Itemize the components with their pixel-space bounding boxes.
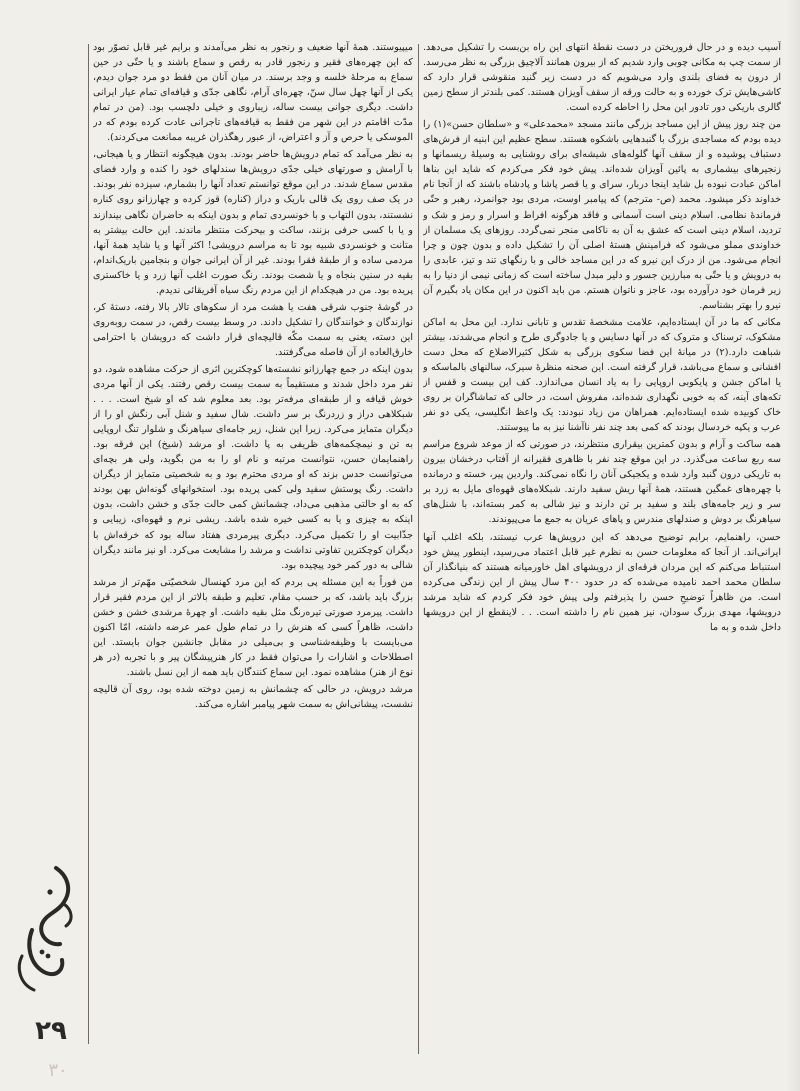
paragraph: همه ساکت و آرام و بدون کمترین بیقراری منتظرند، در صورتی که از موعد شروع مراسم سه ربع ساعت می‌گذرد. در این موقع چند نفر با ظاهری فقیرانه از آفتاب درخشان بیرون به تاریکی درون گنبد وارد شده و یکجیکی آنان را نگاه نمی‌کند. واردین پیر، خسته و درمانده با چهره‌های غمگین هستند، همهٔ آنها ریش سفید دارند. شبکلاه‌های قهوه‌ای مایل به زرد بر سر و زیر جامه‌های بلند و سفید بر تن دارند و نیز شالی به کمر بسته‌اند، با شنل‌های سیاهرنگ بر دوش و صندلهای مندرس و پاهای عریان به جمع ما می‌پیوندند. — [423, 439, 781, 526]
paragraph: در گوشهٔ جنوب شرقی هفت یا هشت مرد از سکوهای تالار بالا رفته، دستهٔ کر، نوازندگان و خوانندگان را تشکیل دادند. در وسط بیست رقص، در سمت روبه‌روی این دسته، یعنی به سمت مکّه قالیچه‌ای قرار داشت که درویشان با احترامی خارق‌العاده از آن فاصله می‌گرفتند. — [93, 301, 413, 358]
column-divider — [418, 44, 419, 1054]
magazine-logo — [2, 860, 86, 1000]
paragraph: میپیوستند. همهٔ آنها ضعیف و رنجور به نظر می‌آمدند و برایم غیر قابل تصوّر بود که این چهره‌های فقیر و رنجور قادر به رقص و سماع باشند و یا حتّی در حین سماع به مرحلهٔ خلسه و وجد برسند. در میان آنان من فقط دو مرد جوان دیدم، یکی از آنها چهل سال سنّ، چهره‌ای آرام، نگاهی جدّی و قیافه‌ای تمام عیار ایرانی داشت. دیگری جوانی بیست ساله، زیباروی و خیلی دلچسب بود. (من در تمام مدّت اقامتم در این شهر من فقط به قیافه‌های تاجرانی عادت کرده بودم که در الموسکی یا حرص و آز و اعتراض، از عبور رهگذران غریبه ممانعت می‌کردند). — [93, 42, 413, 144]
paragraph: آسیب دیده و در حال فروریختن در دست نقطهٔ انتهای این راه بن‌بست را تشکیل می‌دهد. از سمت چپ به مکانی چوبی وارد شدیم که از بیرون همانند آلاچیق بزرگی به نظر می‌رسد. از درون به فضای بلندی وارد می‌شویم که در دست زیر گنبد منقوشی قرار دارد که کاشی‌هایش ترک خورده و به حالت ورقه از سقف آویزان هستند. کمی بلندتر از سطح زمین گالری باریکی دور تادور این محل را احاطه کرده است. — [423, 42, 781, 114]
page-edge-shadow — [786, 0, 800, 1091]
paragraph: بدون اینکه در جمع چهارزانو نشسته‌ها کوچکترین اثری از حرکت مشاهده شود، دو نفر مرد داخل شدند و مستقیماً به سمت بیست رقص رفتند. یکی از آنها مردی خوش قیافه و از طبقه‌ای مرفه‌تر بود. بعد معلوم شد که او شیخ است. . . . شبکلاهی دراز و زردرنگ بر سر داشت. شال سفید و شنل آبی رنگش او را از دیگران متمایز می‌کرد. زیرا این شنل، زیر جامه‌ای سیاهرنگ و شلوار تنگ اروپایی به تن و نیمچکمه‌های ظریفی به پا داشت. او مرشد (شیخ) این فرقه بود. راهنمایمان حسن، نتوانست مرتبه و نام او را به من بگوید، ولی هر بچه‌ای می‌توانست حدس بزند که او مردی محترم بود و به شخصیتی متمایز از دیگران داشت. رنگ پوستش سفید ولی کمی پریده بود. استخوانهای گونه‌اش بهن بودند که به او حالتی مذهبی می‌داد، چشمانش کمی حالت جدّی و خشن داشت، بدون اینکه به چیزی و یا به کسی خیره شده باشد. ریشی نرم و قهوه‌ای، زیبایی و جذّابیت او را تکمیل می‌کرد. دیگری پیرمردی هفتاد ساله بود که خرقه‌اش با دیگران کوچکترین تفاوتی نداشت و مرشد را مشایعت می‌کرد. او نیز مانند دیگران شالی به دور کمر خود پیچیده بود. — [93, 363, 413, 571]
paragraph: من چند روز پیش از این مساجد بزرگی مانند مسجد «محمدعلی» و «سلطان حسن»(۱) را دیده بودم که مساجدی بزرگ با گنبدهایی باشکوه هستند. سطح عظیم این ابنیه از فرش‌های دستباف پوشیده و از سقف آنها گلوله‌های شیشه‌ای برای روشنایی به وسیلهٔ ریسمانها و زنجیرهای بیشماری به پائین آویزان شده‌اند. پیش خود فکر می‌کردم که شاید این بناها اماکن عبادت نبوده بل شاید اینجا دربار، سرای و یا قصر پاشا و پادشاه باشند که از آنجا نام خداوند ذکر میشود. محمد (ص- مترجم) که پیامبر اوست، مردی بود جوانمرد، رهبر و حتّی فرماندهٔ نظامی. اسلام دینی است آسمانی و فاقد هرگونه افراط و اسرار و رمز و شک و تردید، اسلام دینی است که عشق به آن به ناکامی منجر نمی‌گردد. روزهای یک مسلمان از خداوندی مملو می‌شود که فرامینش هستهٔ اصلی آن را تشکیل داده و بدون چون و چرا انجام می‌شود. من از درک این نیرو که در این مساجد خالی و با رنگهای تند و تیز، عابدی را به درویش و یا حتّی به مبارزین جسور و دلیر مبدل ساخته است که زمانی نیمی از دنیا را به زیر فرمان خود درآورده بود، عاجز و ناتوان هستم. من باید اکنون در این مکان یاد بگیرم آن نیرو را بهتر بشناسم. — [423, 119, 781, 311]
paragraph: به نظر می‌آمد که تمام درویش‌ها حاضر بودند. بدون هیچگونه انتظار و یا هیجانی، با آرامش و صورتهای خیلی جدّی درویش‌ها سندلهای خود را کنده و وارد فضای مقدس سماع شدند. در این موقع توانستم تعداد آنها را بشمارم، سیزده نفر بودند. در یک صف روی یک قالی باریک و دراز (کناره) قوز کرده و چهارزانو روی کناره نشستند، بدون التهاب و با خونسردی تمام و بدون اینکه به حاضران نگاهی بیندازند و یا با کسی حرفی بزنند، ساکت و بیحرکت منتظر ماندند. این حالت بیشتر به متانت و خونسردی شبیه بود تا به مراسم درویشی! اکثر آنها و یا شاید همهٔ آنها، مردمی ساده و از طبقهٔ فقرا بودند. غیر از آن ایرانی جوان و بنجامین باریک‌اندام، بقیه در سنین بنجاه و یا شصت بودند. رنگ صورت اغلب آنها زرد و یا خاکستری پریده بود. من در هیچکدام از این مردم رنگ سیاه آفریقائی ندیدم. — [93, 149, 413, 296]
paragraph: مرشد درویش، در حالی که چشمانش به زمین دوخته شده بود، روی آن قالیچه نشست، پیشانی‌اش به سمت شهر پیامبر اشاره می‌کند. — [93, 683, 413, 711]
paragraph: من فوراً به این مسئله پی بردم که این مرد کهنسال شخصیّتی مهّم‌تر از مرشد بزرگ باید باشد، که بر حسب مقام، تعلیم و طبقه بالاتر از این مردم فقیر قرار داشت. پیرمرد صورتی تیره‌رنگ مثل بقیه داشت. او چهرهٔ مرشدی خشن و خشن داشت، ظاهراً کسی که هنرش را در تمام طول عمر عرضه داشته، امّا اکنون می‌بایست با وظیفه‌شناسی و بی‌میلی در مقابل جانشین جوان بایستد. این اصطلاحات و اشارات را می‌توان فقط در کار هنرپیشگان پیر و با تجربه (در هر نوع از هنر) مشاهده نمود. این سماع کنندگان باید همه از این نسل باشند. — [93, 576, 413, 678]
paragraph: حسن، راهنمایم، برایم توضیح می‌دهد که این درویش‌ها عرب نیستند، بلکه اغلب آنها ایرانی‌اند. از آنجا که معلومات حسن به نظرم غیر قابل اعتماد می‌رسید، اینطور پیش خود استنباط می‌کنم که این مردان فرقه‌ای از درویشهای اهل خاورمیانه هستند که بنیانگذار آن سلطان محمد احمد نامیده می‌شده که در حدود ۴۰۰ سال پیش از این زندگی می‌کرده است. من ظاهراً توضیحِ حسن را پذیرفتم ولی پیش خود فکر کردم که شاید مرشد درویشها، مهدی بزرگ سودان، نیز همین نام را داشته است. . . لاینقطع از این درویشها داخل شده و به ما — [423, 531, 781, 633]
paragraph: مکانی که ما در آن ایستاده‌ایم، علامت مشخصهٔ تقدس و تابانی ندارد. این محل به اماکن مشکوک، ترسناک و متروک که در آنها دسایس و یا جادوگری طرح و انجام می‌شدند، بیشتر شباهت دارد.(۲) در میانهٔ این فضا سکوی بزرگی به شکل کثیرالاضلاع که محل دست افشانی و سماع می‌باشد، قرار گرفته است. این صحنه منظرهٔ سیرک، سالنهای بالماسکه و یا اماکن جشن و پایکوبی اروپایی را به یاد انسان می‌اندازد. کف این بیست و قفس از تکه‌های آینه، که به خوبی نگهداری شده‌اند، مفروش است، در حالی که تماشاگران بر روی خاک کوبیده شده ایستاده‌ایم. همراهان من زیاد نبودند: یک واعظ انگلیسی، یکی دو نفر عرب و یکپه خردسال بودند که کمی بعد چند نفر ناآشنا نیز به ما پیوستند. — [423, 316, 781, 434]
text-column-right — [423, 40, 781, 1062]
page-number-showthrough: ۳۰ — [48, 1060, 68, 1081]
page-number: ۲۹ — [35, 1016, 67, 1046]
margin-rule — [88, 44, 89, 1044]
text-column-left — [93, 40, 413, 1062]
kerman-calligraphy-logo-icon — [2, 860, 86, 1000]
